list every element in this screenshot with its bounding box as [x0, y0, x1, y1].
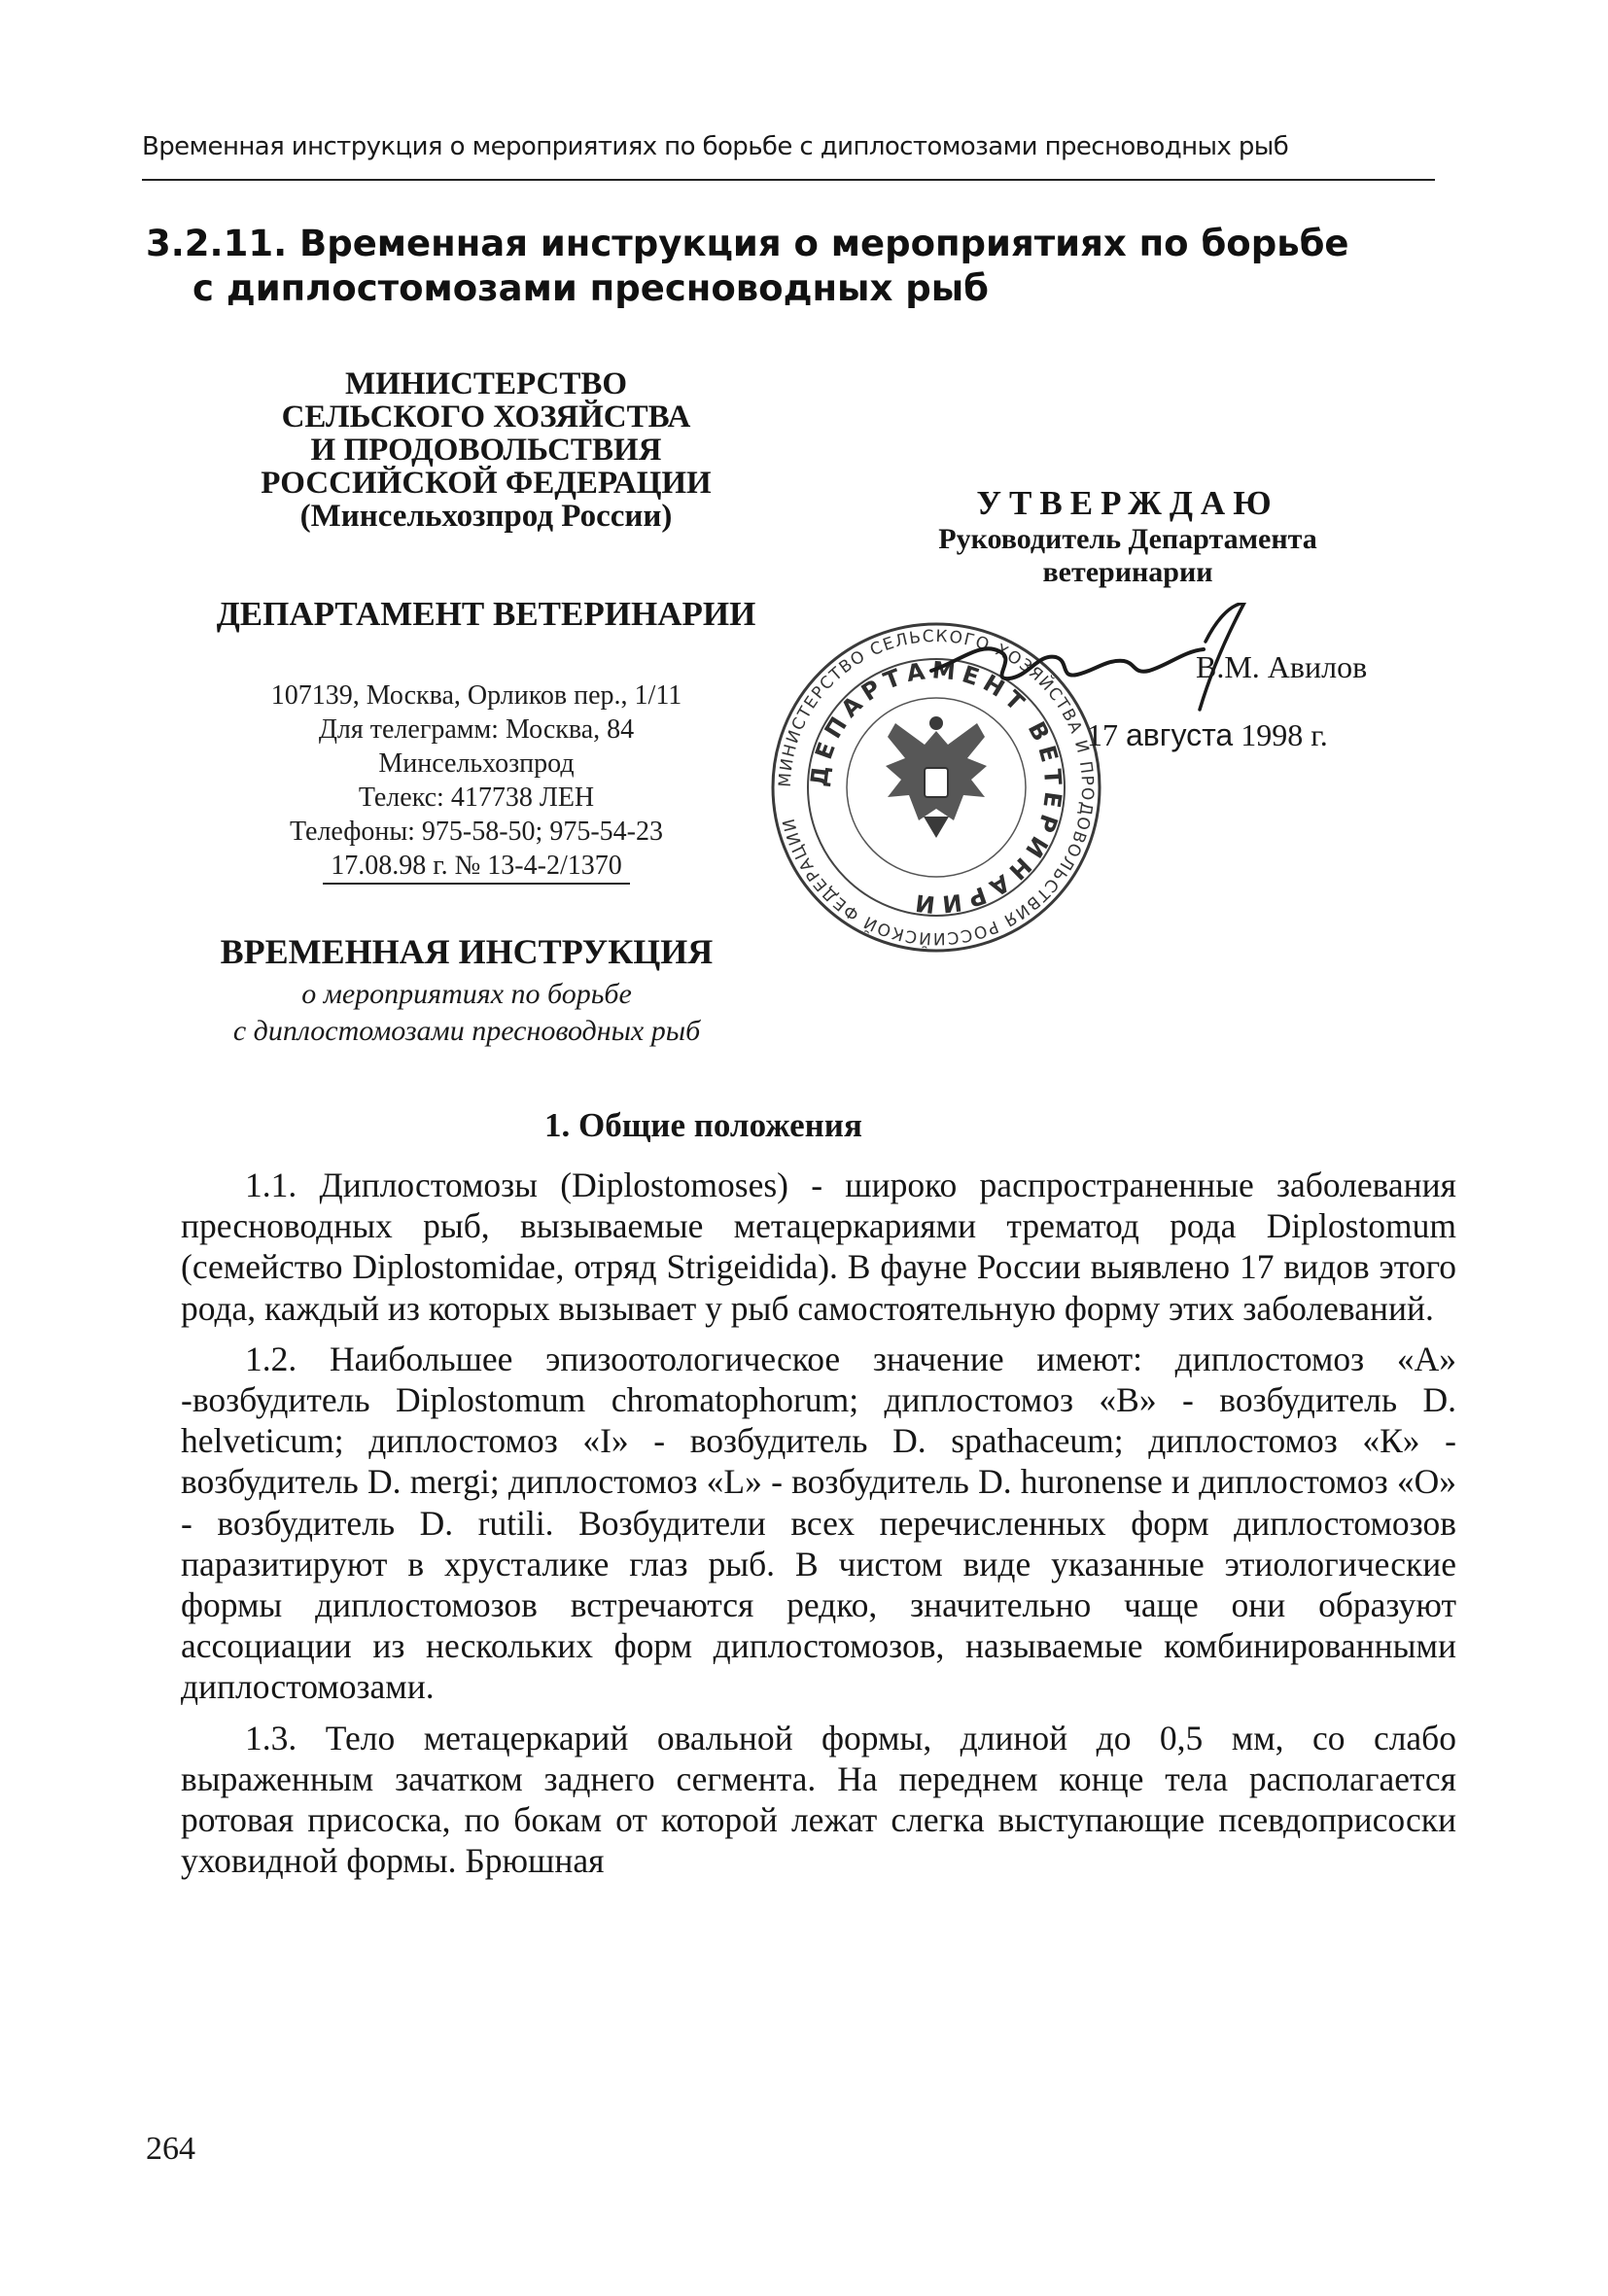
section-heading-line2: с диплостомозами пресноводных рыб [192, 267, 990, 309]
document-subtitle [146, 976, 787, 1050]
running-header: Временная инструкция о мероприятиях по борьбе с диплостомозами пресноводных рыб [142, 132, 1289, 161]
document-title: ВРЕМЕННАЯ ИНСТРУКЦИЯ [220, 932, 714, 971]
paragraph: 1.1. Диплостомозы (Diplostomoses) - широко распространенные заболевания пресноводных рыб, вызываемые метацеркариями трематод рода Diplostomum (семейство Diplostomidae, отряд Strigeidida). В фауне России выявлено 17 видов этого рода, каждый из которых вызывает у рыб самостоятельную форму этих заболеваний. [181, 1165, 1456, 1328]
date-month: августа [1126, 717, 1234, 752]
address-line: Телекс: 417738 ЛЕН [358, 783, 595, 813]
address-line: 107139, Москва, Орликов пер., 1/11 [270, 680, 682, 711]
ministry-line: МИНИСТЕРСТВО [344, 366, 628, 401]
ministry-short-name: (Минсельхозпрод России) [299, 499, 673, 534]
address-block [185, 678, 768, 885]
approval-position: ветеринарии [1042, 556, 1213, 588]
address-line: Для телеграмм: Москва, 84 [318, 714, 635, 745]
seal-inner-text: ДЕПАРТАМЕНТ ВЕТЕРИНАРИИ [805, 656, 1067, 919]
approval-date [1087, 717, 1328, 753]
approval-block [865, 484, 1390, 589]
ministry-block [175, 367, 797, 533]
signer-name: В.М. Авилов [1196, 649, 1368, 684]
date-day: 17 [1087, 717, 1126, 752]
ministry-line: СЕЛЬСКОГО ХОЗЯЙСТВА [281, 400, 691, 435]
ministry-line: И ПРОДОВОЛЬСТВИЯ [310, 433, 662, 468]
header-rule [142, 179, 1435, 181]
seal-outer-text: МИНИСТЕРСТВО СЕЛЬСКОГО ХОЗЯЙСТВА И ПРОДОВОЛЬСТВИЯ РОССИЙСКОЙ ФЕДЕРАЦИИ [775, 626, 1098, 949]
date-year: 1998 г. [1233, 717, 1328, 752]
paragraph: 1.2. Наибольшее эпизоотологическое значение имеют: диплостомоз «А» -возбудитель Diplostomum chromatophorum; диплостомоз «В» - возбудитель D. helveticum; диплостомоз «I» - возбудитель D. spathaceum; диплостомоз «К» - возбудитель D. mergi; диплостомоз «L» - возбудитель D. huronense и диплостомоз «О» - возбудитель D. rutili. Возбудители всех перечисленных форм диплостомозов паразитируют в хрусталике глаз рыб. В чистом виде указанные этиологические формы диплостомозов встречаются редко, значительно чаще они образуют ассоциации из нескольких форм диплостомозов, называемые комбинированными диплостомозами. [181, 1339, 1456, 1707]
chapter-heading: 1. Общие положения [544, 1106, 862, 1144]
ministry-line: РОССИЙСКОЙ ФЕДЕРАЦИИ [261, 466, 712, 501]
outgoing-reference: 17.08.98 г. № 13-4-2/1370 [323, 849, 629, 885]
section-heading-line1: 3.2.11. Временная инструкция о мероприятиях по борьбе [146, 223, 1349, 264]
subtitle-line: о мероприятиях по борьбе [301, 978, 632, 1010]
department-name: ДЕПАРТАМЕНТ ВЕТЕРИНАРИИ [216, 595, 756, 633]
section-heading [146, 222, 1429, 311]
paragraph: 1.3. Тело метацеркарий овальной формы, длиной до 0,5 мм, со слабо выраженным зачатком заднего сегмента. На переднем конце тела располагается ротовая присоска, по бокам от которой лежат слегка выступающие псевдоприсоски уховидной формы. Брюшная [181, 1718, 1456, 1881]
address-line: Минсельхозпрод [378, 748, 575, 779]
approval-position: Руководитель Департамента [938, 523, 1317, 555]
address-line: Телефоны: 975-58-50; 975-54-23 [289, 817, 663, 847]
approval-title: УТВЕРЖДАЮ [976, 484, 1279, 522]
body-text [181, 1165, 1456, 1891]
subtitle-line: с диплостомозами пресноводных рыб [232, 1015, 701, 1047]
page-number: 264 [146, 2131, 195, 2167]
